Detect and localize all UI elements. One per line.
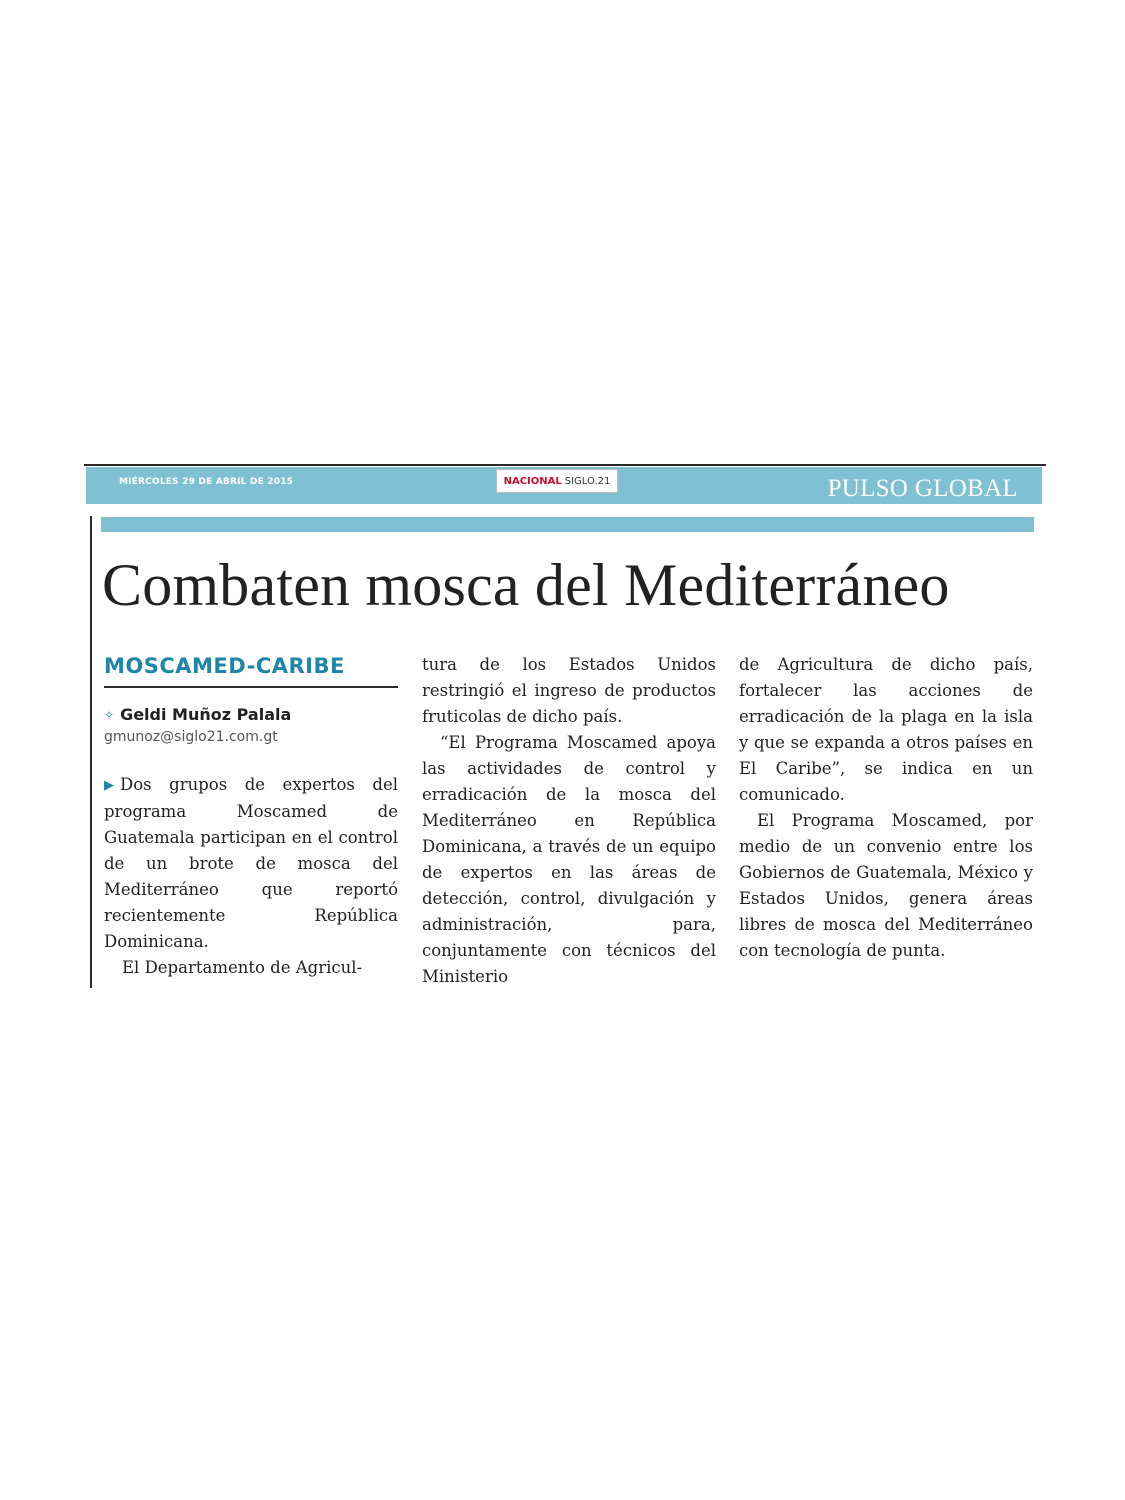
issue-date: MIÉRCOLES 29 DE ABRIL DE 2015 <box>119 477 294 487</box>
paragraph: El Departamento de Agricul- <box>122 958 363 977</box>
logo-brand-label: SIGLO.21 <box>564 475 611 487</box>
article-top-bar <box>101 517 1034 532</box>
paragraph: “El Programa Moscamed apoya las actividades de control y erradicación de la mosca del Mediterráneo en República Dominicana, a través de un equipo de expertos en las áreas de detección, control, divulgación y administración, para, conjuntamente con técnicos del Ministerio <box>422 733 716 986</box>
paragraph: tura de los Estados Unidos restringió el ingreso de productos fruticolas de dicho país. <box>422 655 716 726</box>
logo-section-label: NACIONAL <box>503 475 562 487</box>
header-top-rule <box>84 464 1046 466</box>
kicker-rule <box>104 686 398 688</box>
paragraph: de Agricultura de dicho país, fortalecer las acciones de erradicación de la plaga en la isla y que se expanda a otros países en El Caribe”, se indica en un comunicado. <box>739 655 1033 804</box>
article-column-3 <box>739 652 1033 964</box>
section-title: PULSO GLOBAL <box>827 475 1018 502</box>
author-name: Geldi Muñoz Palala <box>120 705 292 724</box>
newspaper-logo <box>496 469 618 493</box>
diamond-icon: ✧ <box>104 708 115 722</box>
paragraph: El Programa Moscamed, por medio de un convenio entre los Gobiernos de Guatemala, México y Estados Unidos, genera áreas libres de mosca del Mediterráneo con tecnología de punta. <box>739 811 1033 960</box>
newspaper-clipping <box>84 464 1046 994</box>
paragraph-lead <box>104 772 398 955</box>
triangle-icon: ▶ <box>104 778 114 793</box>
article-kicker: MOSCAMED-CARIBE <box>104 654 345 678</box>
paragraph-lead-text: Dos grupos de expertos del programa Moscamed de Guatemala participan en el control de un brote de mosca del Mediterráneo que reportó recientemente República Dominicana. <box>104 775 398 951</box>
left-vertical-rule <box>90 516 92 988</box>
author-email: gmunoz@siglo21.com.gt <box>104 729 278 745</box>
article-column-2 <box>422 652 716 990</box>
article-headline: Combaten mosca del Mediterráneo <box>102 552 950 618</box>
article-column-1 <box>104 652 398 981</box>
author-byline <box>104 704 398 726</box>
page-header-band <box>86 467 1042 504</box>
